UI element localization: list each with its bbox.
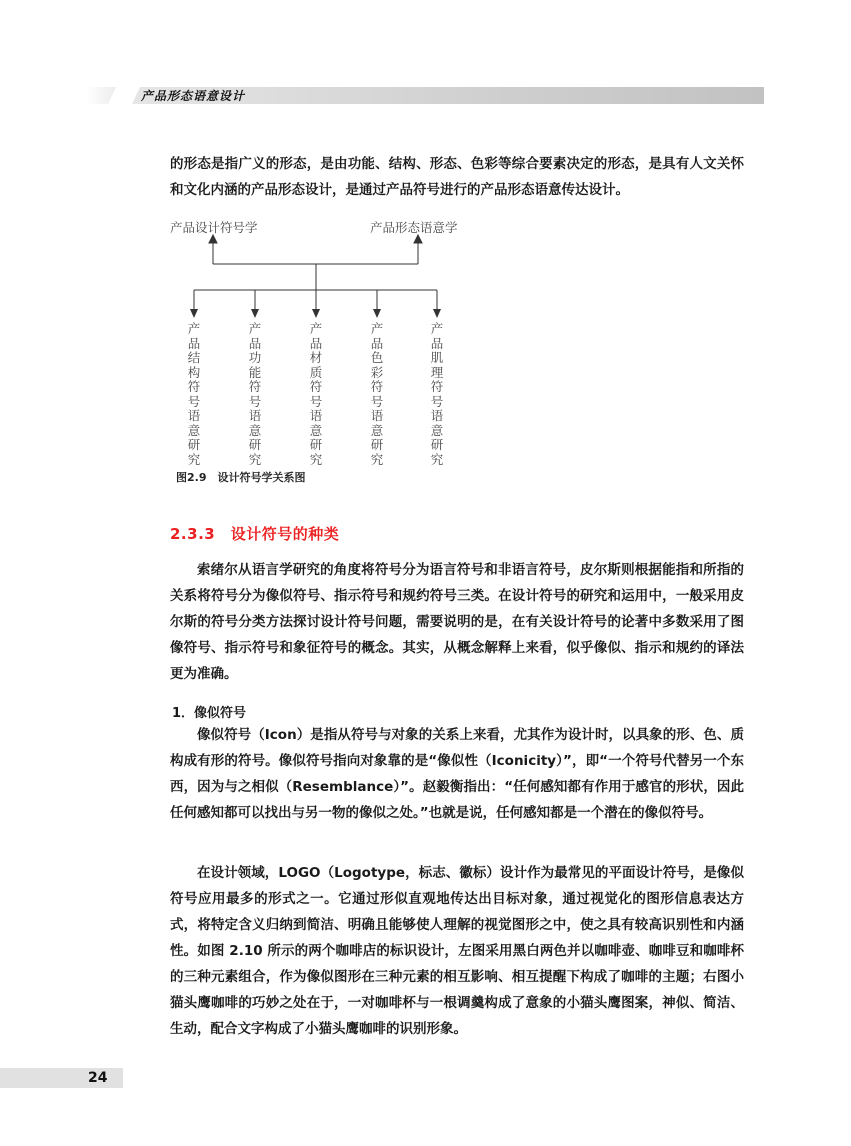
diagram-top-right-label: 产品形态语意学 — [370, 220, 458, 235]
figure-caption: 图2.9 设计符号学关系图 — [176, 471, 306, 484]
subsection-title: 1．像似符号 — [172, 706, 247, 721]
diagram-branch-structure: 产品结构符号语意研究 — [187, 321, 201, 467]
diagram-top-left-label: 产品设计符号学 — [170, 220, 258, 235]
diagram-branch-function: 产品功能符号语意研究 — [248, 321, 262, 467]
intro-paragraph: 的形态是指广义的形态，是由功能、结构、形态、色彩等综合要素决定的形态，是具有人文关怀和文化内涵的产品形态设计，是通过产品符号进行的产品形态语意传达设计。 — [170, 156, 744, 198]
section-paragraph-1: 索绪尔从语言学研究的角度将符号分为语言符号和非语言符号，皮尔斯则根据能指和所指的关系将符号分为像似符号、指示符号和规约符号三类。在设计符号的研究和运用中，一般采用皮尔斯的符号分类方法探讨设计符号问题，需要说明的是，在有关设计符号的论著中多数采用了图像符号、指示符号和象征符号的概念。其实，从概念解释上来看，似乎像似、指示和规约的译法更为准确。 — [170, 562, 744, 682]
running-header-title: 产品形态语意设计 — [141, 89, 246, 103]
section-heading: 2.3.3 设计符号的种类 — [170, 525, 340, 543]
section-paragraph-3: 在设计领域，LOGO（Logotype，标志、徽标）设计作为最常见的平面设计符号，是像似符号应用最多的形式之一。它通过形似直观地传达出目标对象，通过视觉化的图形信息表达方式，将特定含义归纳到简洁、明确且能够使人理解的视觉图形之中，使之具有较高识别性和内涵性。如图 2.10 所示的两个咖啡店的标识设计，左图采用黑白两色并以咖啡壶、咖啡豆和咖啡杯的三种元素组合，作为像似图形在三种元素的相互影响、相互提醒下构成了咖啡的主题；右图小猫头鹰咖啡的巧妙之处在于，一对咖啡杯与一根调羹构成了意象的小猫头鹰图案，神似、简洁、生动，配合文字构成了小猫头鹰咖啡的识别形象。 — [170, 865, 744, 1037]
diagram-branch-color: 产品色彩符号语意研究 — [370, 321, 384, 467]
diagram-branch-texture: 产品肌理符号语意研究 — [430, 321, 444, 467]
page-number: 24 — [88, 1070, 108, 1086]
section-paragraph-2: 像似符号（Icon）是指从符号与对象的关系上来看，尤其作为设计时，以具象的形、色、质构成有形的符号。像似符号指向对象靠的是“像似性（Iconicity）”，即“一个符号代替另一个东西，因为与之相似（Resemblance）”。赵毅衡指出：“任何感知都有作用于感官的形状，因此任何感知都可以找出与另一物的像似之处。”也就是说，任何感知都是一个潜在的像似符号。 — [170, 727, 744, 821]
diagram-branch-material: 产品材质符号语意研究 — [309, 321, 323, 467]
